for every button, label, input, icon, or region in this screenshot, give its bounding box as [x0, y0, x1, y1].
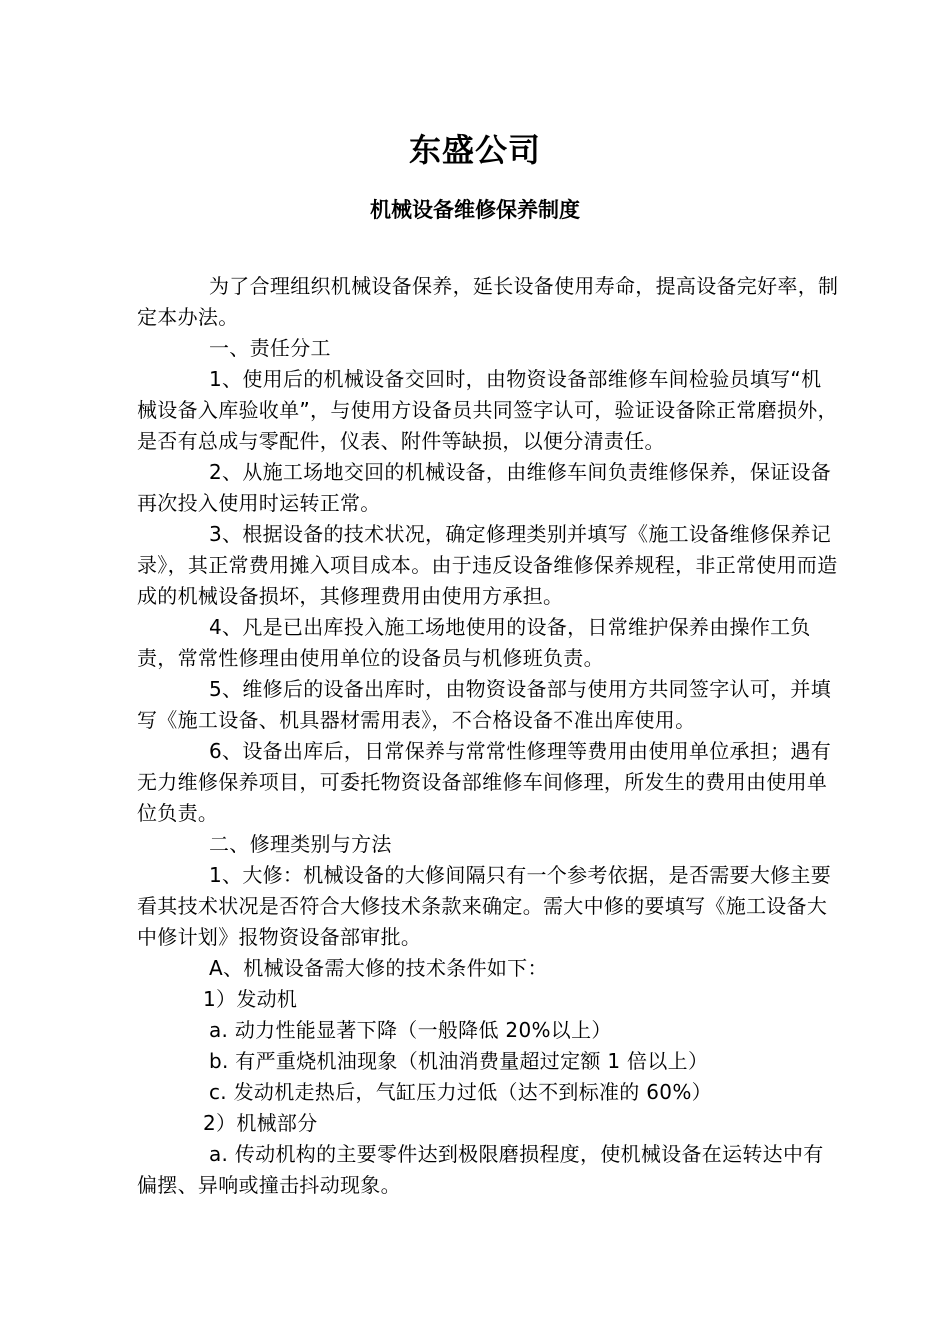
- clause-paragraph: 2、从施工场地交回的机械设备，由维修车间负责维修保养，保证设备再次投入使用时运转正常。: [137, 460, 832, 515]
- clause-paragraph: 1、使用后的机械设备交回时，由物资设备部维修车间检验员填写“机械设备入库验收单”，与使用方设备员共同签字认可，验证设备除正常磨损外，是否有总成与零配件，仪表、附件等缺损，以便分清责任。: [137, 367, 838, 453]
- document-title: 东盛公司: [408, 131, 541, 169]
- clause-paragraph: 5、维修后的设备出库时，由物资设备部与使用方共同签字认可，并填写《施工设备、机具器材需用表》，不合格设备不准出库使用。: [137, 677, 832, 732]
- list-heading: 2）机械部分: [203, 1111, 318, 1135]
- list-item: a. 动力性能显著下降（一般降低 20%以上）: [209, 1018, 612, 1042]
- document-subtitle: 机械设备维修保养制度: [370, 198, 580, 222]
- document-body: [137, 271, 840, 1201]
- sub-heading: A、机械设备需大修的技术条件如下：: [209, 956, 548, 980]
- clause-paragraph: 1、大修：机械设备的大修间隔只有一个参考依据，是否需要大修主要看其技术状况是否符合大修技术条款来确定。需大中修的要填写《施工设备大中修计划》报物资设备部审批。: [137, 863, 832, 949]
- list-item: a. 传动机构的主要零件达到极限磨损程度，使机械设备在运转达中有偏摆、异响或撞击抖动现象。: [137, 1142, 824, 1197]
- intro-paragraph: 为了合理组织机械设备保养，延长设备使用寿命，提高设备完好率，制定本办法。: [137, 274, 839, 329]
- list-heading: 1）发动机: [203, 987, 298, 1011]
- clause-paragraph: 6、设备出库后，日常保养与常常性修理等费用由使用单位承担；遇有无力维修保养项目，可委托物资设备部维修车间修理，所发生的费用由使用单位负责。: [137, 739, 832, 825]
- list-item: b. 有严重烧机油现象（机油消费量超过定额 1 倍以上）: [209, 1049, 709, 1073]
- list-item: c. 发动机走热后，气缸压力过低（达不到标准的 60%）: [209, 1080, 712, 1104]
- clause-paragraph: 4、凡是已出库投入施工场地使用的设备，日常维护保养由操作工负责，常常性修理由使用单位的设备员与机修班负责。: [137, 615, 811, 670]
- section-heading-repair-types: 二、修理类别与方法: [209, 832, 392, 856]
- clause-paragraph: 3、根据设备的技术状况，确定修理类别并填写《施工设备维修保养记录》，其正常费用摊入项目成本。由于违反设备维修保养规程，非正常使用而造成的机械设备损坏，其修理费用由使用方承担。: [137, 522, 838, 608]
- section-heading-responsibility: 一、责任分工: [209, 336, 331, 360]
